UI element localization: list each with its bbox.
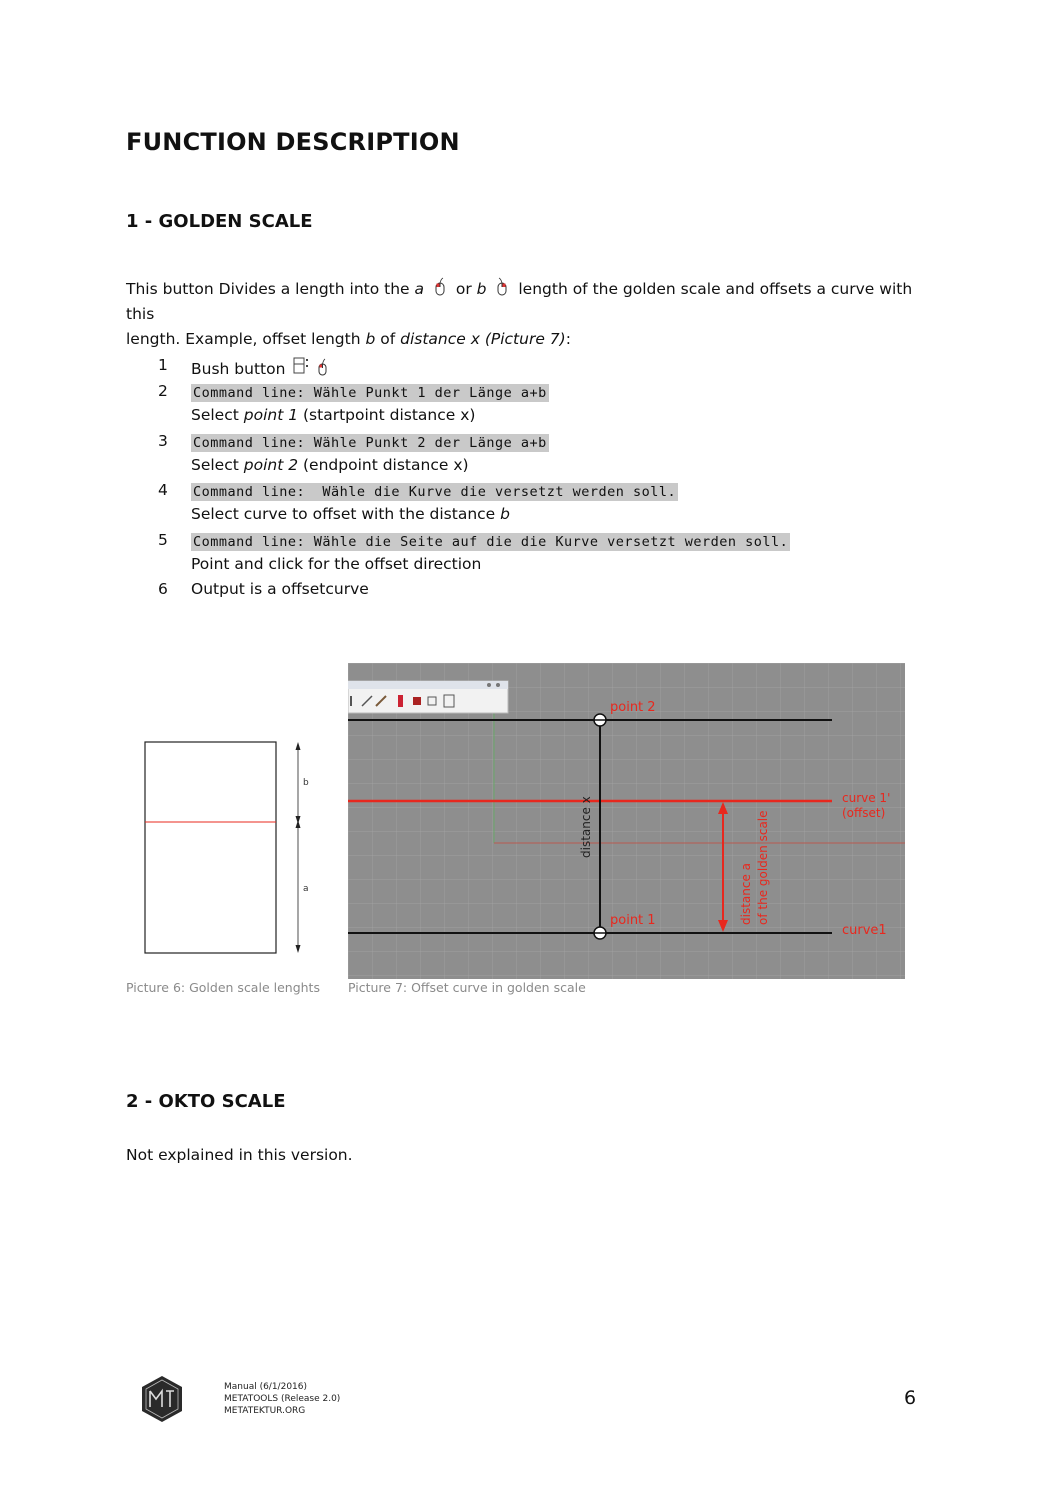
label-a: a (303, 884, 309, 894)
offset-curve-viewport (348, 663, 905, 979)
label-curve-offset-2: (offset) (842, 806, 886, 820)
label-distance-x: distance x (579, 796, 593, 858)
page-title: FUNCTION DESCRIPTION (126, 128, 460, 156)
step-description (191, 456, 469, 474)
step-command (191, 482, 678, 500)
command-line-text: Command line: Wähle Punkt 1 der Länge a+b (193, 385, 547, 401)
label-point-2: point 2 (610, 700, 656, 715)
step-description (191, 505, 510, 523)
label-curve1: curve1 (842, 923, 887, 938)
intro-text: This button Divides a length into the (126, 280, 415, 298)
okto-scale-text: Not explained in this version. (126, 1146, 353, 1164)
section-heading-okto-scale: 2 - OKTO SCALE (126, 1091, 286, 1112)
footer-release: METATOOLS (Release 2.0) (224, 1394, 341, 1404)
desc-em: point 1 (243, 406, 299, 424)
golden-scale-figure (126, 730, 326, 965)
desc-text: Select (191, 456, 244, 474)
step-description (191, 406, 475, 424)
label-b: b (303, 778, 309, 788)
step-number: 1 (158, 356, 168, 374)
step-1-text: Bush button (191, 360, 286, 378)
intro-of: of (375, 330, 401, 348)
section-heading-golden-scale: 1 - GOLDEN SCALE (126, 211, 313, 232)
footer-manual-date: Manual (6/1/2016) (224, 1382, 308, 1392)
toolbar-panel (348, 681, 508, 713)
intro-picture-ref: distance x (Picture 7) (400, 330, 566, 348)
label-distance-a-2: of the golden scale (756, 810, 770, 925)
command-line-text: Command line: Wähle Punkt 2 der Länge a+b (193, 435, 547, 451)
label-distance-a: distance a (739, 862, 753, 925)
mouse-left-click-icon (429, 277, 451, 297)
label-point-1: point 1 (610, 913, 656, 928)
intro-or: or (450, 280, 477, 298)
mouse-right-click-icon (491, 277, 513, 297)
caption-picture-6: Picture 6: Golden scale lenghts (126, 980, 320, 995)
step-number: 2 (158, 382, 168, 400)
var-b: b (476, 280, 487, 298)
arrow-mid-down (296, 816, 301, 824)
step-description (191, 555, 481, 573)
caption-picture-7: Picture 7: Offset curve in golden scale (348, 980, 586, 995)
intro-line2: length. Example, offset length (126, 330, 366, 348)
desc-text: Select curve to offset with the distance (191, 505, 501, 523)
intro-colon: : (565, 330, 571, 348)
command-line-text: Command line: Wähle die Kurve die versetzt werden soll. (193, 484, 677, 500)
command-line-text: Command line: Wähle die Seite auf die die Kurve versetzt werden soll. (193, 534, 789, 550)
desc-em: point 2 (243, 456, 299, 474)
label-curve-offset: curve 1' (842, 791, 891, 805)
page-number: 6 (904, 1387, 917, 1409)
intro-paragraph (126, 277, 926, 352)
rectangle-outline (145, 742, 276, 953)
intro-var-b: b (365, 330, 376, 348)
desc-post: (endpoint distance x) (298, 456, 469, 474)
metatektur-logo-icon (140, 1375, 184, 1423)
step-number: 6 (158, 580, 168, 598)
step-command (191, 383, 549, 401)
arrow-bottom (296, 945, 301, 953)
step-number: 5 (158, 531, 168, 549)
desc-text: Select (191, 406, 244, 424)
step-text (191, 356, 334, 378)
step-number: 3 (158, 432, 168, 450)
footer-website: METATEKTUR.ORG (224, 1406, 306, 1416)
step-text: Output is a offsetcurve (191, 580, 369, 598)
step-command (191, 433, 549, 451)
footer-info (224, 1381, 340, 1417)
desc-text: Point and click for the offset direction (191, 555, 482, 573)
arrow-top (296, 742, 301, 750)
desc-em: b (500, 505, 510, 523)
step-command (191, 532, 790, 550)
intro-text-cont: length of the golden scale and offsets a curve with this (126, 280, 913, 323)
step-number: 4 (158, 481, 168, 499)
desc-post: (startpoint distance x) (298, 406, 476, 424)
var-a: a (414, 280, 424, 298)
golden-scale-button-icon (290, 356, 334, 378)
